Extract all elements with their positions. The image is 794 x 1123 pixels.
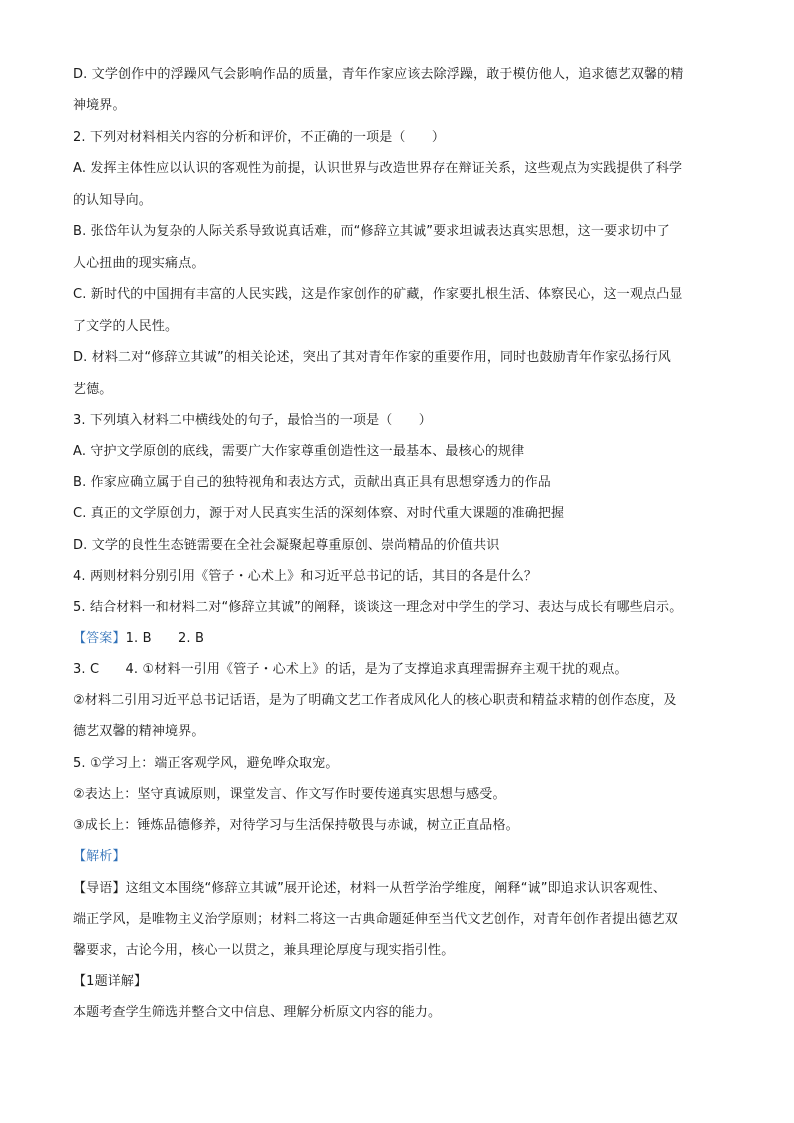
question-2: 2. 下列对材料相关内容的分析和评价，不正确的一项是（ ） (73, 130, 446, 145)
question-3: 3. 下列填入材料二中横线处的句子，最恰当的一项是（ ） (73, 413, 432, 428)
option-2a-line: 的认知导向。 (73, 193, 152, 208)
answer-label: 【答案】 (73, 631, 126, 646)
option-3c: C. 真正的文学原创力，源于对人民真实生活的深刻体察、对时代重大课题的准确把握 (73, 506, 565, 521)
intro-line: 【导语】这组文本围绕“修辞立其诚”展开论述，材料一从哲学治学维度，阐释“诚”即追求认识客观性、 (73, 881, 666, 896)
option-1d-line: D. 文学创作中的浮躁风气会影响作品的质量，青年作家应该去除浮躁，敢于模仿他人，追求德艺双馨的精 (73, 67, 684, 82)
answer-4-line: 德艺双馨的精神境界。 (73, 724, 205, 739)
option-2d-line: D. 材料二对“修辞立其诚”的相关论述，突出了其对青年作家的重要作用，同时也鼓励青年作家弘扬行风 (73, 350, 671, 365)
analysis-label: 【解析】 (73, 849, 126, 864)
answer-5-line: 5. ①学习上：端正客观学风，避免哗众取宠。 (73, 756, 339, 771)
answer-5-line: ③成长上：锤炼品德修养，对待学习与生活保持敬畏与赤诚，树立正直品格。 (73, 818, 519, 833)
answer-3-4: 3. C 4. ①材料一引用《管子・心术上》的话，是为了支撑追求真理需摒弃主观干扰的观点。 (73, 662, 628, 677)
question-4: 4. 两则材料分别引用《管子・心术上》和习近平总书记的话，其目的各是什么？ (73, 569, 538, 584)
option-3a: A. 守护文学原创的底线，需要广大作家尊重创造性这一最基本、最核心的规律 (73, 444, 525, 459)
answer-4-line: ②材料二引用习近平总书记话语，是为了明确文艺工作者成风化人的核心职责和精益求精的创作态度，及 (73, 693, 677, 708)
question-5: 5. 结合材料一和材料二对“修辞立其诚”的阐释，谈谈这一理念对中学生的学习、表达与成长有哪些启示。 (73, 600, 683, 615)
answer-1-2: 1. B 2. B (125, 631, 205, 646)
option-3b: B. 作家应确立属于自己的独特视角和表达方式，贡献出真正具有思想穿透力的作品 (73, 475, 551, 490)
option-1d-line: 神境界。 (73, 98, 126, 113)
option-2a-line: A. 发挥主体性应以认识的客观性为前提，认识世界与改造世界存在辩证关系，这些观点为实践提供了科学 (73, 161, 683, 176)
answer-5-line: ②表达上：坚守真诚原则，课堂发言、作文写作时要传递真实思想与感受。 (73, 787, 506, 802)
option-2c-line: 了文学的人民性。 (73, 319, 179, 334)
option-2c-line: C. 新时代的中国拥有丰富的人民实践，这是作家创作的矿藏，作家要扎根生活、体察民心，这一观点凸显 (73, 287, 683, 302)
q1-detail-heading: 【1题详解】 (73, 974, 148, 989)
option-3d: D. 文学的良性生态链需要在全社会凝聚起尊重原创、崇尚精品的价值共识 (73, 538, 500, 553)
option-2b-line: B. 张岱年认为复杂的人际关系导致说真话难，而“修辞立其诚”要求坦诚表达真实思想，这一要求切中了 (73, 224, 670, 239)
option-2b-line: 人心扭曲的现实痛点。 (73, 256, 205, 271)
answer-line (73, 630, 204, 648)
option-2d-line: 艺德。 (73, 382, 113, 397)
intro-line: 端正学风，是唯物主义治学原则；材料二将这一古典命题延伸至当代文艺创作，对青年创作者提出德艺双 (73, 912, 678, 927)
q1-detail-text: 本题考查学生筛选并整合文中信息、理解分析原文内容的能力。 (73, 1005, 442, 1020)
intro-line: 馨要求，古论今用，核心一以贯之，兼具理论厚度与现实指引性。 (73, 943, 455, 958)
